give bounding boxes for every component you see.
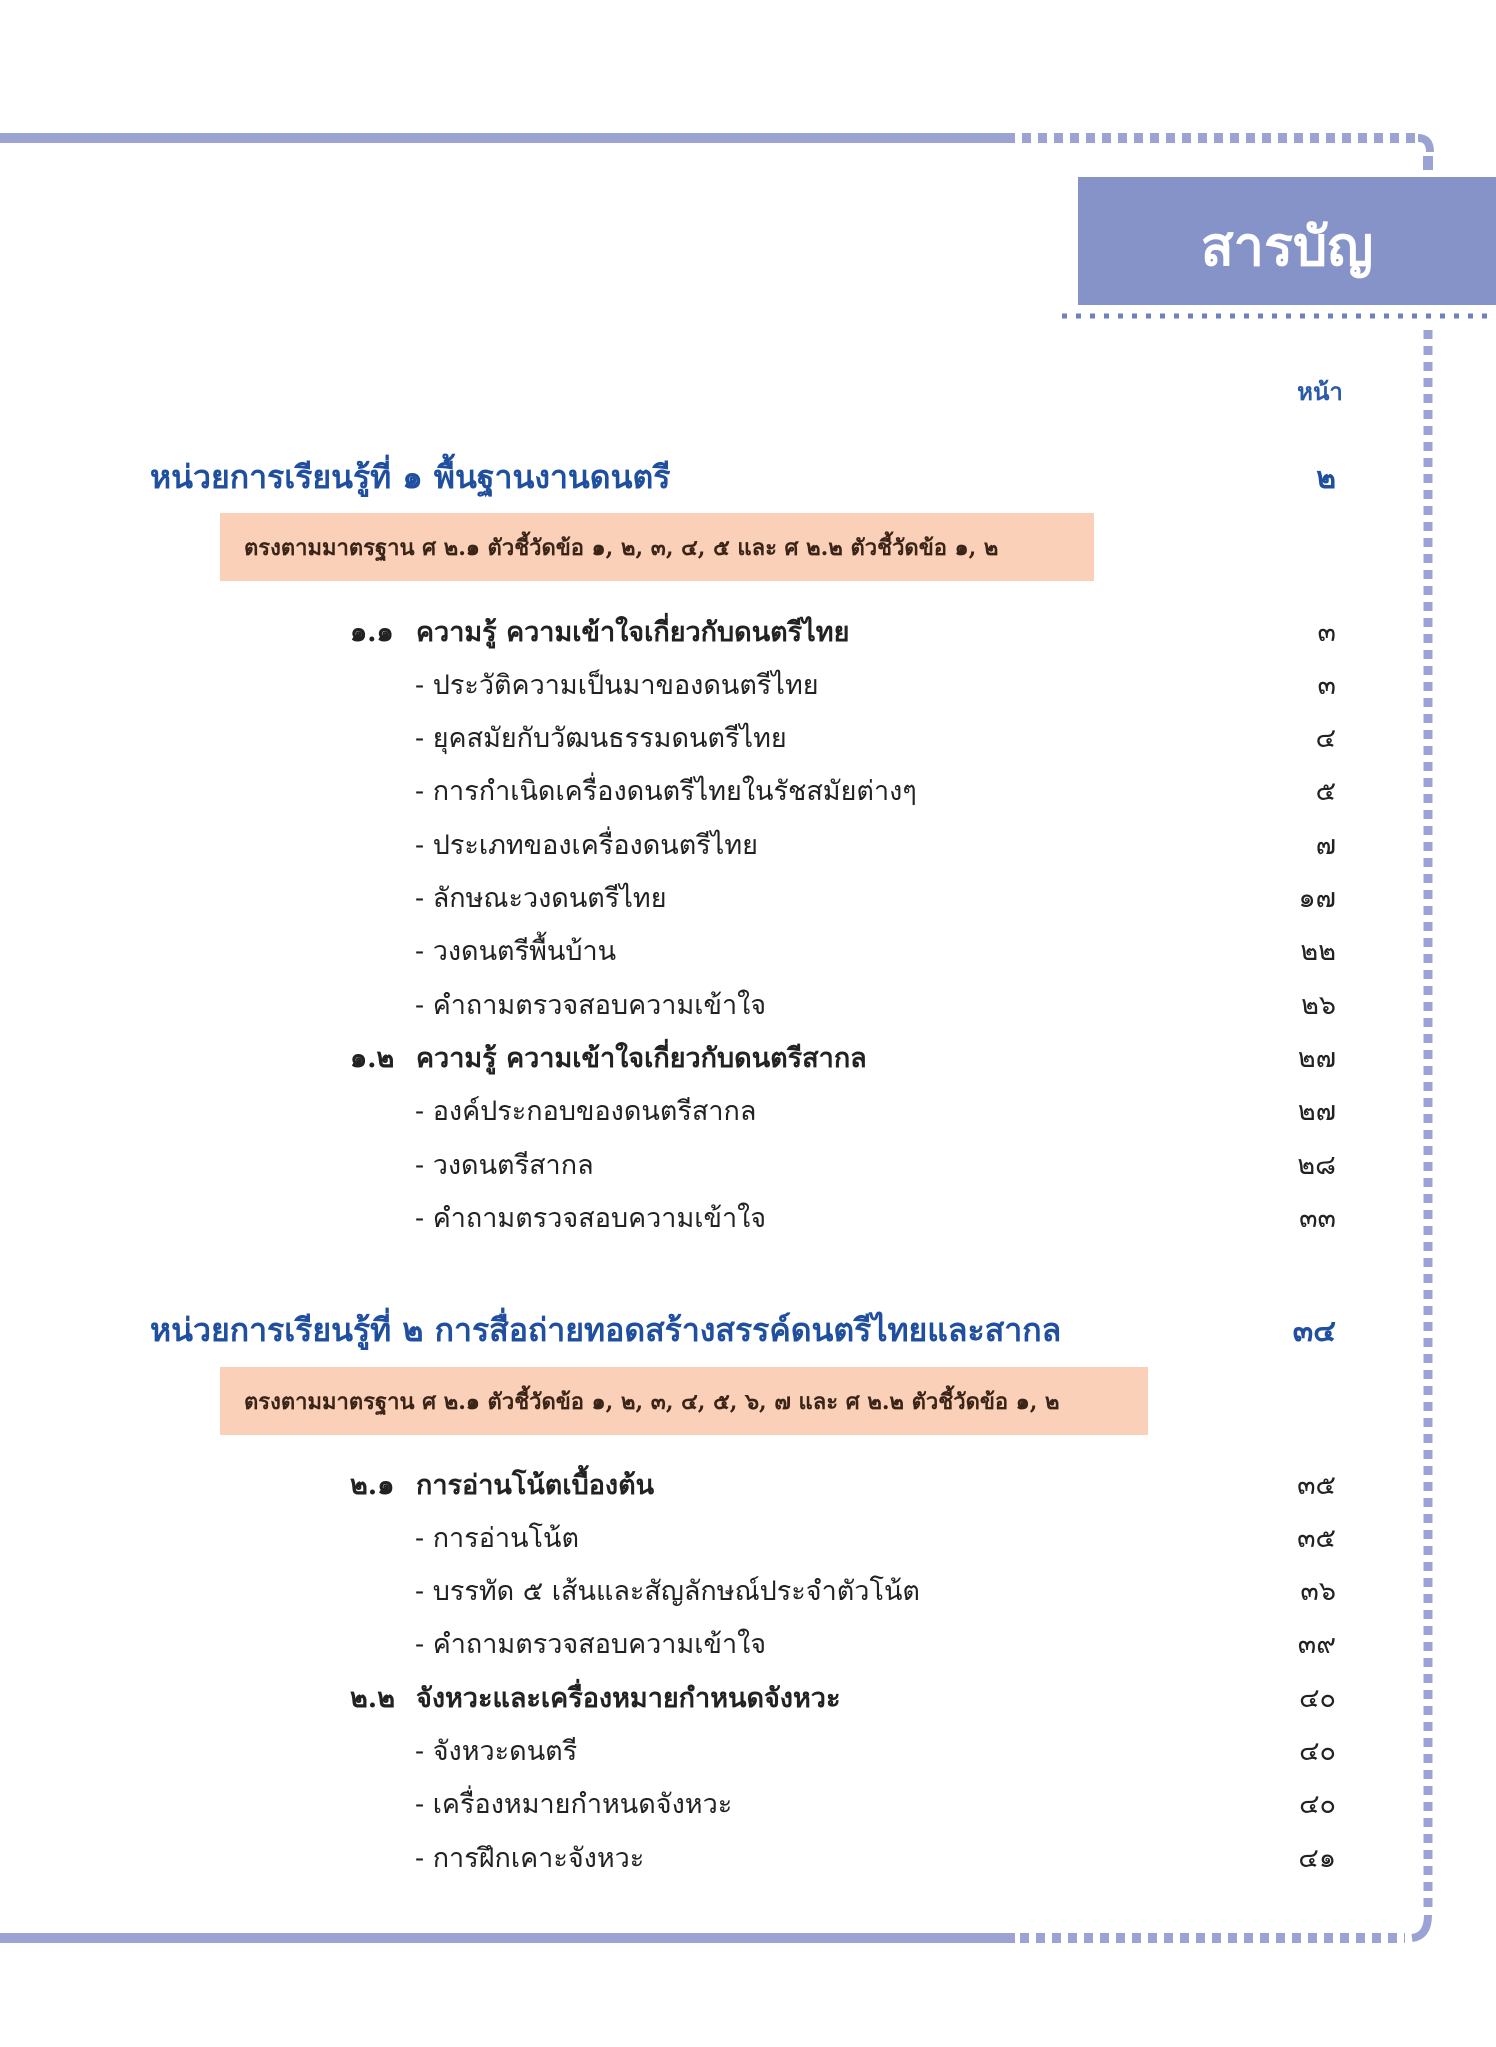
toc-item-row[interactable] bbox=[0, 876, 1496, 916]
section-title: การอ่านโน้ตเบื้องต้น bbox=[416, 1470, 655, 1501]
toc-item-row[interactable] bbox=[0, 1782, 1496, 1822]
toc-item-row[interactable] bbox=[0, 1836, 1496, 1876]
item-page: ๔๑ bbox=[1298, 1843, 1336, 1874]
item-page: ๔๐ bbox=[1299, 1789, 1336, 1820]
item-label: - คำถามตรวจสอบความเข้าใจ bbox=[415, 990, 767, 1021]
item-label: - องค์ประกอบของดนตรีสากล bbox=[415, 1096, 757, 1127]
toc-item-row[interactable] bbox=[0, 1729, 1496, 1769]
item-label: - การฝึกเคาะจังหวะ bbox=[415, 1843, 645, 1874]
section-title: ความรู้ ความเข้าใจเกี่ยวกับดนตรีไทย bbox=[416, 617, 850, 648]
section-number: ๒.๑ bbox=[350, 1470, 395, 1501]
toc-item-row[interactable] bbox=[0, 1196, 1496, 1236]
unit-2-title[interactable]: หน่วยการเรียนรู้ที่ ๒ การสื่อถ่ายทอดสร้างสรรค์ดนตรีไทยและสากล bbox=[150, 1311, 1062, 1349]
item-page: ๒๖ bbox=[1301, 990, 1336, 1021]
toc-item-row[interactable] bbox=[0, 823, 1496, 863]
item-page: ๒๗ bbox=[1297, 1096, 1336, 1127]
item-page: ๓ bbox=[1317, 670, 1336, 701]
section-page: ๓๕ bbox=[1297, 1470, 1336, 1501]
unit-1-title[interactable]: หน่วยการเรียนรู้ที่ ๑ พื้นฐานงานดนตรี bbox=[150, 458, 671, 496]
item-page: ๓๙ bbox=[1297, 1629, 1336, 1660]
item-page: ๓๕ bbox=[1297, 1523, 1336, 1554]
toc-item-row[interactable] bbox=[0, 1516, 1496, 1556]
page-title: สารบัญ bbox=[1200, 215, 1374, 278]
toc-section-row[interactable] bbox=[0, 1036, 1496, 1076]
item-label: - การกำเนิดเครื่องดนตรีไทยในรัชสมัยต่างๆ bbox=[415, 776, 917, 807]
item-label: - จังหวะดนตรี bbox=[415, 1736, 578, 1767]
toc-section-row[interactable] bbox=[0, 610, 1496, 650]
item-page: ๒๒ bbox=[1300, 936, 1336, 967]
unit-2-page: ๓๔ bbox=[1292, 1314, 1336, 1349]
toc-item-row[interactable] bbox=[0, 1622, 1496, 1662]
toc-section-row[interactable] bbox=[0, 1676, 1496, 1716]
unit-1-standard: ตรงตามมาตรฐาน ศ ๒.๑ ตัวชี้วัดข้อ ๑, ๒, ๓, ๔, ๕ และ ศ ๒.๒ ตัวชี้วัดข้อ ๑, ๒ bbox=[244, 534, 999, 561]
toc-title-box bbox=[1078, 177, 1496, 305]
item-label: - คำถามตรวจสอบความเข้าใจ bbox=[415, 1629, 767, 1660]
unit-1-standard-box bbox=[220, 513, 1094, 581]
item-label: - เครื่องหมายกำหนดจังหวะ bbox=[415, 1789, 733, 1820]
toc-item-row[interactable] bbox=[0, 769, 1496, 809]
toc-item-row[interactable] bbox=[0, 1569, 1496, 1609]
item-page: ๗ bbox=[1315, 830, 1336, 861]
item-label: - วงดนตรีสากล bbox=[415, 1150, 594, 1181]
item-label: - ลักษณะวงดนตรีไทย bbox=[415, 883, 667, 914]
toc-item-row[interactable] bbox=[0, 1089, 1496, 1129]
item-page: ๔๐ bbox=[1299, 1736, 1336, 1767]
section-page: ๓ bbox=[1317, 617, 1336, 648]
section-number: ๑.๒ bbox=[350, 1043, 395, 1074]
section-page: ๒๗ bbox=[1297, 1043, 1336, 1074]
item-label: - บรรทัด ๕ เส้นและสัญลักษณ์ประจำตัวโน้ต bbox=[415, 1576, 920, 1607]
toc-item-row[interactable] bbox=[0, 983, 1496, 1023]
item-label: - ประเภทของเครื่องดนตรีไทย bbox=[415, 830, 758, 861]
section-number: ๑.๑ bbox=[350, 617, 394, 648]
toc-section-row[interactable] bbox=[0, 1463, 1496, 1503]
toc-item-row[interactable] bbox=[0, 716, 1496, 756]
item-page: ๓๖ bbox=[1300, 1576, 1336, 1607]
page-column-label: หน้า bbox=[1297, 377, 1343, 406]
unit-2-standard: ตรงตามมาตรฐาน ศ ๒.๑ ตัวชี้วัดข้อ ๑, ๒, ๓, ๔, ๕, ๖, ๗ และ ศ ๒.๒ ตัวชี้วัดข้อ ๑, ๒ bbox=[244, 1388, 1060, 1415]
section-title: ความรู้ ความเข้าใจเกี่ยวกับดนตรีสากล bbox=[416, 1043, 867, 1074]
item-page: ๑๗ bbox=[1298, 883, 1336, 914]
toc-item-row[interactable] bbox=[0, 663, 1496, 703]
item-label: - วงดนตรีพื้นบ้าน bbox=[415, 936, 617, 967]
item-label: - ประวัติความเป็นมาของดนตรีไทย bbox=[415, 670, 819, 701]
unit-1-page: ๒ bbox=[1316, 461, 1336, 496]
toc-item-row[interactable] bbox=[0, 1143, 1496, 1183]
item-page: ๓๓ bbox=[1299, 1203, 1336, 1234]
item-label: - ยุคสมัยกับวัฒนธรรมดนตรีไทย bbox=[415, 723, 787, 754]
item-page: ๔ bbox=[1315, 723, 1336, 754]
section-title: จังหวะและเครื่องหมายกำหนดจังหวะ bbox=[416, 1683, 841, 1714]
item-page: ๒๘ bbox=[1297, 1150, 1336, 1181]
item-label: - คำถามตรวจสอบความเข้าใจ bbox=[415, 1203, 767, 1234]
unit-2-standard-box bbox=[220, 1367, 1148, 1435]
item-label: - การอ่านโน้ต bbox=[415, 1523, 580, 1554]
toc-item-row[interactable] bbox=[0, 929, 1496, 969]
section-page: ๔๐ bbox=[1299, 1683, 1336, 1714]
section-number: ๒.๒ bbox=[350, 1683, 395, 1714]
item-page: ๕ bbox=[1315, 776, 1336, 807]
